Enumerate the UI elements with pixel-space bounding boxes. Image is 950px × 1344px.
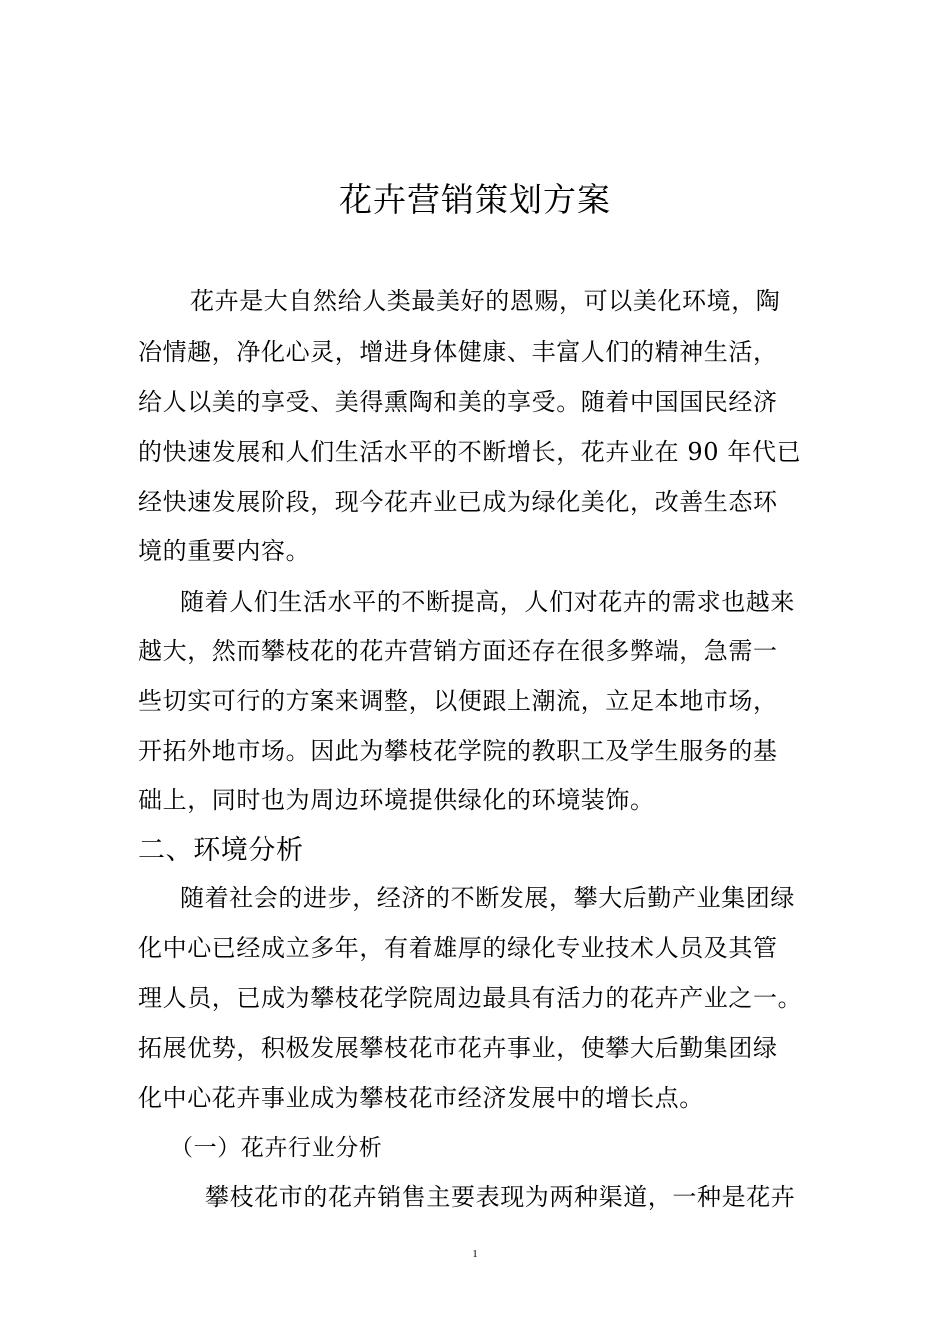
page-number: 1 xyxy=(472,1248,478,1260)
paragraph-1-line-6: 境的重要内容。 xyxy=(138,537,311,565)
paragraph-2-line-1: 随着人们生活水平的不断提高，人们对花卉的需求也越来 xyxy=(180,588,795,616)
subsection-paragraph-line-1: 攀枝花市的花卉销售主要表现为两种渠道，一种是花卉 xyxy=(205,1183,796,1211)
section-paragraph-line-1: 随着社会的进步，经济的不断发展，攀大后勤产业集团绿 xyxy=(180,884,795,912)
page-title: 花卉营销策划方案 xyxy=(339,180,611,219)
paragraph-1-line-4: 的快速发展和人们生活水平的不断增长，花卉业在 90 年代已 xyxy=(138,438,802,466)
paragraph-1-line-5: 经快速发展阶段，现今花卉业已成为绿化美化，改善生态环 xyxy=(138,488,778,516)
paragraph-1-line-1: 花卉是大自然给人类最美好的恩赐，可以美化环境，陶 xyxy=(190,287,781,315)
paragraph-1-line-2: 冶情趣，净化心灵，增进身体健康、丰富人们的精神生活， xyxy=(138,338,778,366)
section-heading: 二、环境分析 xyxy=(138,835,304,866)
section-paragraph-line-4: 拓展优势，积极发展攀枝花市花卉事业，使攀大后勤集团绿 xyxy=(138,1034,778,1062)
paragraph-2-line-5: 础上，同时也为周边环境提供绿化的环境装饰。 xyxy=(138,786,655,814)
section-paragraph-line-5: 化中心花卉事业成为攀枝花市经济发展中的增长点。 xyxy=(138,1084,704,1112)
section-paragraph-line-2: 化中心已经成立多年，有着雄厚的绿化专业技术人员及其管 xyxy=(138,934,778,962)
section-paragraph-line-3: 理人员，已成为攀枝花学院周边最具有活力的花卉产业之一。 xyxy=(138,984,803,1012)
paragraph-1-line-3: 给人以美的享受、美得熏陶和美的享受。随着中国国民经济 xyxy=(138,388,778,416)
paragraph-2-line-3: 些切实可行的方案来调整，以便跟上潮流，立足本地市场， xyxy=(138,687,778,715)
paragraph-2-line-2: 越大，然而攀枝花的花卉营销方面还存在很多弊端，急需一 xyxy=(138,637,778,665)
paragraph-2-line-4: 开拓外地市场。因此为攀枝花学院的教职工及学生服务的基 xyxy=(138,737,778,765)
subsection-heading: （一）花卉行业分析 xyxy=(170,1135,383,1161)
